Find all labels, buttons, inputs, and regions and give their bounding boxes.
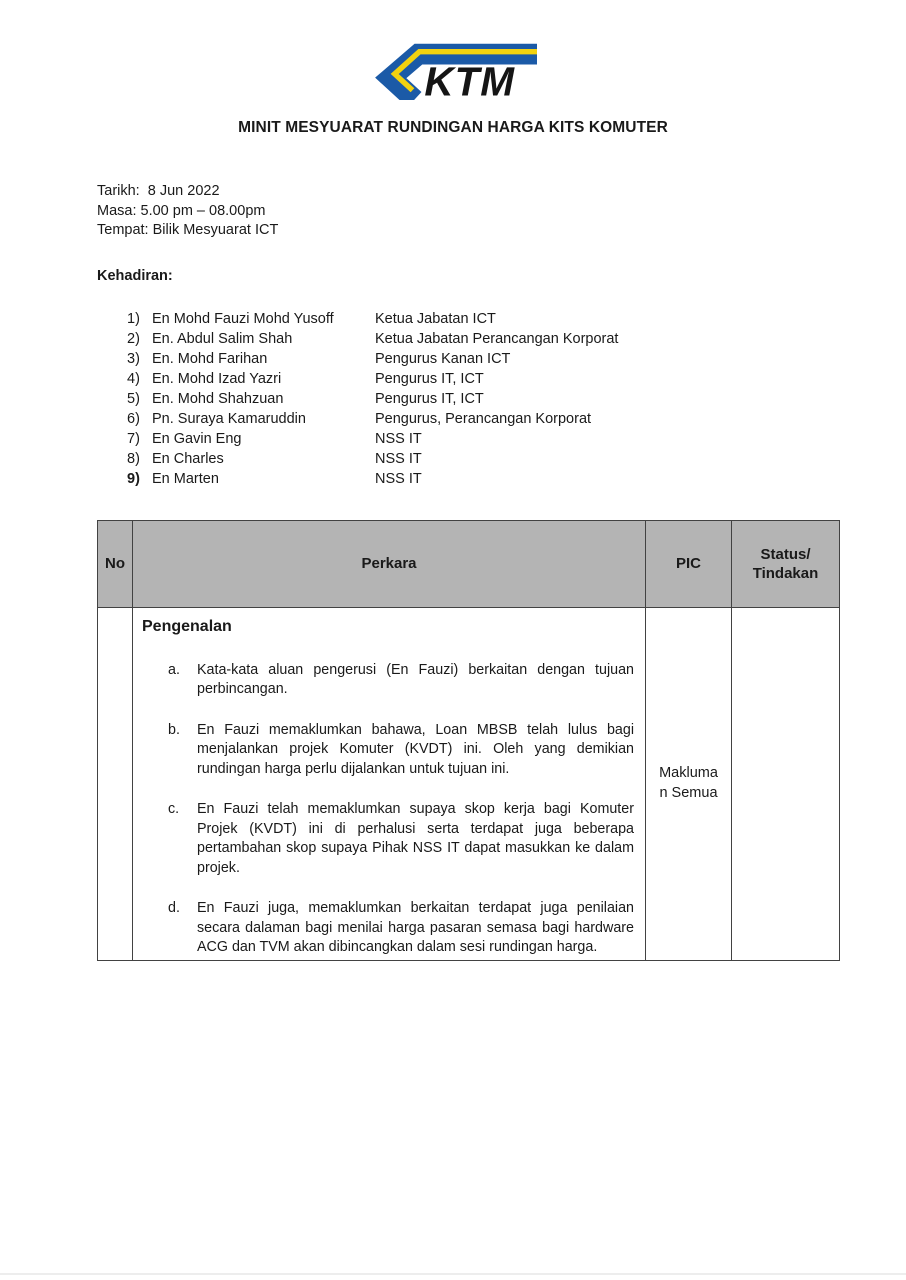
attendee-row (127, 389, 906, 409)
meta-masa: Masa: 5.00 pm – 08.00pm (97, 202, 266, 219)
attendee-role: NSS IT (375, 470, 422, 487)
attendee-role: NSS IT (375, 450, 422, 467)
attendee-row (127, 309, 906, 329)
minute-item (168, 800, 634, 878)
column-header-status-line1: Status/ (760, 545, 811, 563)
table-header-row (98, 520, 840, 607)
item-letter: b. (168, 721, 180, 738)
attendee-row (127, 449, 906, 469)
minute-item (168, 661, 634, 700)
attendee-name: En Gavin Eng (152, 430, 242, 447)
attendee-role: Ketua Jabatan Perancangan Korporat (375, 330, 619, 347)
pic-text-line2: n Semua (659, 784, 718, 801)
attendee-name: En Charles (152, 450, 224, 467)
cell-perkara (133, 607, 646, 960)
attendee-number: 1) (127, 310, 140, 327)
perkara-content (133, 608, 645, 960)
minute-item (168, 721, 634, 780)
ktm-logo-text: KTM (424, 58, 516, 100)
attendee-name: En Marten (152, 470, 219, 487)
attendee-name: En. Mohd Farihan (152, 350, 268, 367)
attendee-row (127, 349, 906, 369)
attendee-row (127, 429, 906, 449)
attendee-name: En. Mohd Shahzuan (152, 390, 284, 407)
attendee-number: 2) (127, 330, 140, 347)
ktm-logo-graphic (369, 38, 537, 100)
item-letter: c. (168, 801, 180, 817)
attendee-row (127, 329, 906, 349)
attendee-name: En Mohd Fauzi Mohd Yusoff (152, 310, 334, 327)
attendee-number: 9) (127, 470, 140, 487)
attendee-row (127, 469, 906, 489)
minute-item (168, 899, 634, 958)
column-header-status (732, 520, 840, 607)
attendee-row (127, 369, 906, 389)
column-header-status-line2: Tindakan (752, 564, 819, 582)
meta-tempat: Tempat: Bilik Mesyuarat ICT (97, 222, 279, 238)
column-header-perkara: Perkara (133, 520, 646, 607)
attendance-list (127, 309, 906, 489)
attendee-number: 7) (127, 430, 140, 447)
cell-status (732, 607, 840, 960)
item-text: En Fauzi memaklumkan bahawa, Loan MBSB telah lulus bagi menjalankan projek Komuter (KVDT) ini. Oleh yang demikian rundingan harga perlu dijalankan untuk tujuan ini. (197, 721, 634, 777)
attendee-number: 4) (127, 370, 140, 387)
attendance-heading: Kehadiran: (97, 267, 173, 284)
attendee-name: En. Mohd Izad Yazri (152, 370, 282, 387)
attendee-name: Pn. Suraya Kamaruddin (152, 410, 306, 427)
item-text: En Fauzi juga, memaklumkan berkaitan terdapat juga penilaian secara dalaman bagi menilai harga pasaran semasa bagi hardware ACG dan TVM akan dibincangkan dalam sesi rundingan harga. (197, 900, 634, 955)
column-header-pic: PIC (646, 520, 732, 607)
pic-text-line1: Makluma (659, 765, 718, 781)
meta-tarikh: Tarikh: 8 Jun 2022 (97, 183, 220, 199)
meeting-meta (97, 182, 906, 241)
item-letter: a. (168, 661, 180, 678)
item-letter: d. (168, 900, 180, 916)
attendee-number: 3) (127, 350, 140, 367)
item-text: Kata-kata aluan pengerusi (En Fauzi) berkaitan dengan tujuan perbincangan. (197, 661, 634, 697)
cell-pic (646, 607, 732, 960)
page-bottom-edge (0, 1273, 906, 1275)
attendee-number: 8) (127, 450, 140, 467)
attendee-number: 6) (127, 410, 140, 427)
page-title: MINIT MESYUARAT RUNDINGAN HARGA KITS KOMUTER (238, 119, 668, 136)
attendee-role: Pengurus IT, ICT (375, 370, 484, 387)
table-row (98, 607, 840, 960)
cell-no (98, 607, 133, 960)
attendee-name: En. Abdul Salim Shah (152, 330, 293, 347)
attendee-role: Pengurus, Perancangan Korporat (375, 410, 592, 427)
attendee-row (127, 409, 906, 429)
attendee-role: NSS IT (375, 430, 422, 447)
item-text: En Fauzi telah memaklumkan supaya skop kerja bagi Komuter Projek (KVDT) ini di perhalusi serta terdapat juga beberapa pertambahan skop supaya Pihak NSS IT dapat masukkan ke dalam projek. (197, 801, 634, 876)
section-heading: Pengenalan (142, 617, 232, 635)
attendee-role: Pengurus Kanan ICT (375, 350, 511, 367)
attendee-role: Ketua Jabatan ICT (375, 310, 496, 327)
ktm-logo (369, 0, 537, 100)
attendee-role: Pengurus IT, ICT (375, 390, 484, 407)
column-header-no: No (98, 520, 133, 607)
minutes-table (97, 520, 840, 961)
attendee-number: 5) (127, 390, 140, 407)
